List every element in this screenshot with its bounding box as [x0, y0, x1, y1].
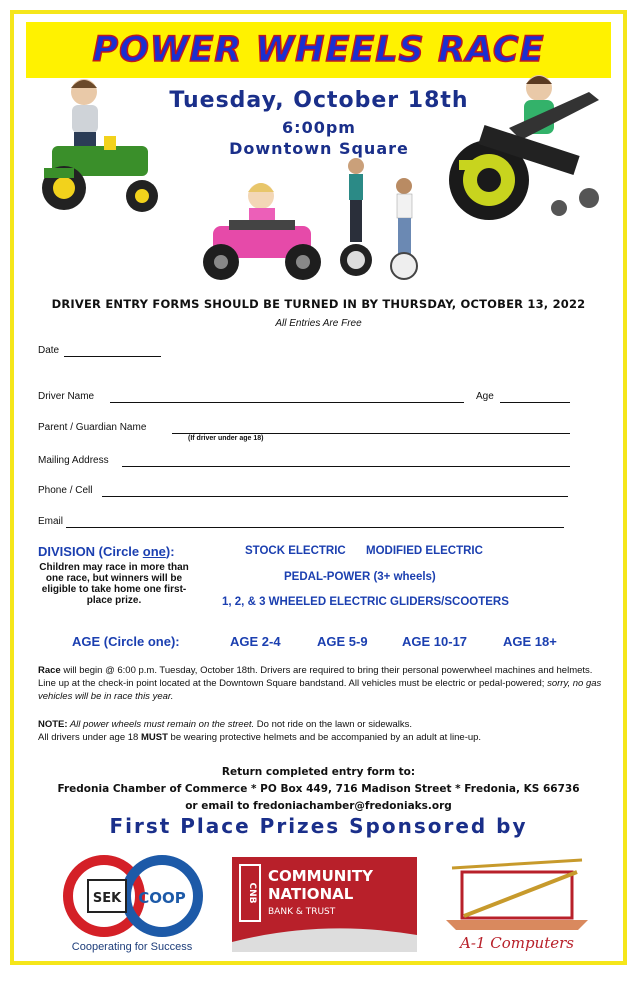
event-location: Downtown Square: [229, 139, 409, 158]
sek-coop-logo: [44, 854, 219, 954]
parent-name-field[interactable]: [172, 433, 570, 434]
phone-label: Phone / Cell: [38, 485, 93, 496]
division-option-gliders[interactable]: 1, 2, & 3 WHEELED ELECTRIC GLIDERS/SCOOTERS: [222, 596, 509, 608]
flyer: [10, 10, 627, 965]
event-time: 6:00pm: [282, 118, 356, 137]
return-address: Fredonia Chamber of Commerce * PO Box 449, 716 Madison Street * Fredonia, KS 66736: [57, 783, 580, 795]
email-label: Email: [38, 516, 64, 527]
tractor-photo: [34, 72, 174, 222]
age-label: Age: [476, 391, 494, 402]
entries-free-note: All Entries Are Free: [275, 318, 362, 329]
mailing-address-label: Mailing Address: [38, 455, 109, 466]
date-label: Date: [38, 345, 60, 356]
driver-name-field[interactable]: [110, 402, 464, 403]
parent-name-label: Parent / Guardian Name: [38, 422, 147, 433]
safety-note-paragraph: NOTE: All power wheels must remain on the street. Do not ride on the lawn or sidewalks. All drivers under age 18 MUST be wearing protective helmets and be accompanied by an adult at line-up.: [38, 719, 482, 743]
page-title: POWER WHEELS RACE: [92, 30, 545, 70]
return-email: or email to fredoniachamber@fredoniaks.org: [185, 800, 452, 812]
coop-text: COOP: [138, 889, 186, 907]
a1-name: A-1 Computers: [460, 934, 574, 952]
division-option-modified[interactable]: MODIFIED ELECTRIC: [366, 545, 483, 557]
date-field[interactable]: [64, 356, 161, 357]
sek-mark: SEK: [92, 891, 122, 906]
event-date: Tuesday, October 18th: [169, 88, 469, 113]
age-group-title: AGE (Circle one):: [72, 634, 180, 649]
drift-trike-photo: [439, 70, 614, 230]
parent-name-note: (If driver under age 18): [188, 435, 264, 442]
division-option-pedal[interactable]: PEDAL-POWER (3+ wheels): [284, 571, 436, 583]
division-title: DIVISION (Circle one):: [38, 544, 175, 559]
phone-field[interactable]: [102, 496, 568, 497]
mailing-address-field[interactable]: [122, 466, 570, 467]
email-field[interactable]: [66, 527, 564, 528]
cnb-logo: [232, 857, 417, 952]
pink-car-photo: [189, 174, 329, 284]
return-instructions: Return completed entry form to:: [221, 766, 416, 778]
electric-unicycle-photo: [334, 156, 429, 286]
division-option-stock[interactable]: STOCK ELECTRIC: [245, 545, 346, 557]
age-option-2-4[interactable]: AGE 2-4: [230, 634, 281, 649]
sek-tagline: Cooperating for Success: [71, 941, 193, 953]
prizes-title: First Place Prizes Sponsored by: [109, 814, 528, 838]
driver-name-label: Driver Name: [38, 391, 95, 402]
age-field[interactable]: [500, 402, 570, 403]
age-option-5-9[interactable]: AGE 5-9: [317, 634, 368, 649]
division-note: Children may race in more than one race, but winners will be eligible to take home one first-place prize.: [39, 562, 189, 606]
cnb-line3: BANK & TRUST: [268, 907, 336, 917]
cnb-line1: COMMUNITY: [268, 867, 374, 885]
deadline-notice: DRIVER ENTRY FORMS SHOULD BE TURNED IN BY THURSDAY, OCTOBER 13, 2022: [51, 297, 586, 311]
a1-computers-logo: [432, 854, 602, 954]
race-info-paragraph: Race will begin @ 6:00 p.m. Tuesday, October 18th. Drivers are required to bring their personal powerwheel machines and helmets. Line up at the check-in point located at the Downtown Square bandstand. All vehicles must be electric or pedal-powered; sorry, no gas vehicles will be in race this year.: [38, 665, 602, 702]
age-option-10-17[interactable]: AGE 10-17: [402, 634, 468, 649]
age-option-18-plus[interactable]: AGE 18+: [503, 634, 557, 649]
cnb-line2: NATIONAL: [268, 885, 354, 903]
cnb-mark: CNB: [247, 882, 257, 904]
